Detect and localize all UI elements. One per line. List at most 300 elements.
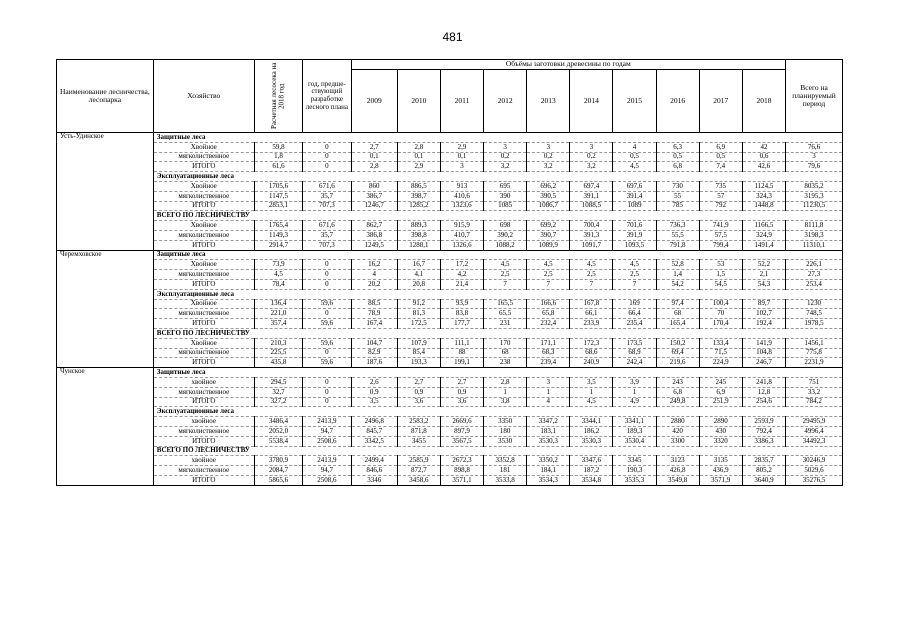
farm-type-cell: хвойное — [153, 417, 254, 427]
value-cell: 239,4 — [527, 358, 570, 368]
value-cell: 3,5 — [570, 377, 613, 387]
value-cell: 81,3 — [397, 309, 440, 319]
value-cell: 3195,3 — [786, 191, 843, 201]
value-cell: 73,9 — [254, 260, 302, 270]
value-cell: 0,2 — [527, 152, 570, 162]
value-cell: 707,3 — [303, 201, 351, 211]
value-cell: 846,6 — [351, 466, 397, 476]
value-cell: 2,8 — [351, 162, 397, 172]
value-cell: 1 — [570, 387, 613, 397]
value-cell: 327,2 — [254, 397, 302, 407]
value-cell: 3,2 — [527, 162, 570, 172]
value-cell: 3,2 — [484, 162, 527, 172]
value-cell: 4996,4 — [786, 426, 843, 436]
table-row — [57, 319, 843, 329]
value-cell: 1091,7 — [570, 240, 613, 250]
value-cell: 701,6 — [613, 221, 656, 231]
value-cell: 59,6 — [303, 338, 351, 348]
value-cell: 4,5 — [613, 260, 656, 270]
value-cell: 102,7 — [742, 309, 785, 319]
value-cell: 224,9 — [699, 358, 742, 368]
value-cell: 166,6 — [527, 299, 570, 309]
value-cell: 0 — [303, 270, 351, 280]
value-cell: 3640,9 — [742, 475, 785, 485]
value-cell: 7,4 — [699, 162, 742, 172]
value-cell: 4,5 — [613, 162, 656, 172]
value-cell: 436,9 — [699, 466, 742, 476]
value-cell: 4,5 — [527, 260, 570, 270]
value-cell: 245 — [699, 377, 742, 387]
value-cell: 390 — [484, 191, 527, 201]
value-cell: 32,7 — [254, 387, 302, 397]
value-cell: 52,2 — [742, 260, 785, 270]
value-cell: 410,6 — [440, 191, 483, 201]
table-row — [57, 299, 843, 309]
value-cell: 0 — [303, 162, 351, 172]
value-cell: 3534,3 — [527, 475, 570, 485]
value-cell: 88 — [440, 348, 483, 358]
value-cell: 1978,5 — [786, 319, 843, 329]
category-row — [57, 289, 843, 299]
value-cell: 695 — [484, 181, 527, 191]
value-cell: 2,7 — [440, 377, 483, 387]
header-year: 2014 — [570, 70, 613, 133]
value-cell: 398,7 — [397, 191, 440, 201]
value-cell: 792,4 — [742, 426, 785, 436]
value-cell: 172,5 — [397, 319, 440, 329]
farm-type-cell: ИТОГО — [153, 358, 254, 368]
category-row — [57, 250, 843, 260]
farm-type-cell: ИТОГО — [153, 436, 254, 446]
forestry-name: Чунское — [57, 368, 154, 486]
value-cell: 1288,1 — [397, 240, 440, 250]
value-cell: 735 — [699, 181, 742, 191]
value-cell: 6,8 — [656, 162, 699, 172]
value-cell: 699,2 — [527, 221, 570, 231]
category-title: Эксплуатационные леса — [153, 289, 842, 299]
table-row — [57, 456, 843, 466]
header-year: 2010 — [397, 70, 440, 133]
value-cell: 20,8 — [397, 279, 440, 289]
value-cell: 11230,5 — [786, 201, 843, 211]
value-cell: 57 — [699, 191, 742, 201]
value-cell: 6,3 — [656, 142, 699, 152]
value-cell: 3,2 — [570, 162, 613, 172]
value-cell: 0 — [303, 260, 351, 270]
value-cell: 4 — [351, 270, 397, 280]
table-row — [57, 162, 843, 172]
table-row — [57, 436, 843, 446]
table-row — [57, 309, 843, 319]
value-cell: 7 — [613, 279, 656, 289]
table-row — [57, 181, 843, 191]
category-title: ВСЕГО ПО ЛЕСНИЧЕСТВУ — [153, 211, 842, 221]
value-cell: 42 — [742, 142, 785, 152]
value-cell: 3530,4 — [613, 436, 656, 446]
value-cell: 671,6 — [303, 221, 351, 231]
value-cell: 170 — [484, 338, 527, 348]
value-cell: 4,5 — [570, 260, 613, 270]
header-lesoseka: Расчетная лесосека на 2018 год — [254, 60, 302, 133]
value-cell: 65,8 — [527, 309, 570, 319]
value-cell: 697,6 — [613, 181, 656, 191]
value-cell: 792 — [699, 201, 742, 211]
value-cell: 3347,6 — [570, 456, 613, 466]
value-cell: 707,3 — [303, 240, 351, 250]
value-cell: 751 — [786, 377, 843, 387]
value-cell: 2,8 — [397, 142, 440, 152]
header-farm: Хозяйство — [153, 60, 254, 133]
value-cell: 7 — [570, 279, 613, 289]
farm-type-cell: Хвойное — [153, 181, 254, 191]
value-cell: 871,8 — [397, 426, 440, 436]
value-cell: 3342,5 — [351, 436, 397, 446]
value-cell: 435,8 — [254, 358, 302, 368]
farm-type-cell: мягколиственное — [153, 426, 254, 436]
value-cell: 2835,7 — [742, 456, 785, 466]
value-cell: 251,9 — [699, 397, 742, 407]
value-cell: 70 — [699, 309, 742, 319]
value-cell: 2,5 — [570, 270, 613, 280]
value-cell: 1166,5 — [742, 221, 785, 231]
value-cell: 1246,7 — [351, 201, 397, 211]
value-cell: 2,9 — [397, 162, 440, 172]
farm-type-cell: мягколиственное — [153, 230, 254, 240]
value-cell: 16,7 — [397, 260, 440, 270]
value-cell: 2,1 — [742, 270, 785, 280]
value-cell: 2,5 — [484, 270, 527, 280]
value-cell: 2,5 — [613, 270, 656, 280]
value-cell: 111,1 — [440, 338, 483, 348]
value-cell: 3571,9 — [699, 475, 742, 485]
value-cell: 242,4 — [613, 358, 656, 368]
value-cell: 68 — [656, 309, 699, 319]
value-cell: 0 — [303, 397, 351, 407]
value-cell: 165,4 — [656, 319, 699, 329]
value-cell: 3 — [527, 142, 570, 152]
value-cell: 748,5 — [786, 309, 843, 319]
table-row — [57, 221, 843, 231]
value-cell: 169 — [613, 299, 656, 309]
value-cell: 8111,8 — [786, 221, 843, 231]
value-cell: 2,8 — [484, 377, 527, 387]
header-year: 2015 — [613, 70, 656, 133]
value-cell: 2593,9 — [742, 417, 785, 427]
value-cell: 2,7 — [397, 377, 440, 387]
value-cell: 3123 — [656, 456, 699, 466]
value-cell: 79,6 — [786, 162, 843, 172]
value-cell: 83,8 — [440, 309, 483, 319]
value-cell: 4,5 — [570, 397, 613, 407]
value-cell: 700,4 — [570, 221, 613, 231]
value-cell: 54,2 — [656, 279, 699, 289]
value-cell: 187,6 — [351, 358, 397, 368]
value-cell: 391,4 — [613, 191, 656, 201]
value-cell: 85,4 — [397, 348, 440, 358]
header-prev-year: год, предше-ствующий разработке лесного плана — [303, 60, 351, 133]
table-row — [57, 240, 843, 250]
value-cell: 232,4 — [527, 319, 570, 329]
value-cell: 3534,8 — [570, 475, 613, 485]
value-cell: 1456,1 — [786, 338, 843, 348]
value-cell: 430 — [699, 426, 742, 436]
value-cell: 915,9 — [440, 221, 483, 231]
value-cell: 231 — [484, 319, 527, 329]
farm-type-cell: ИТОГО — [153, 319, 254, 329]
header-year: 2009 — [351, 70, 397, 133]
table-row — [57, 475, 843, 485]
value-cell: 3347,2 — [527, 417, 570, 427]
value-cell: 54,5 — [699, 279, 742, 289]
value-cell: 30246,9 — [786, 456, 843, 466]
value-cell: 93,9 — [440, 299, 483, 309]
table-row — [57, 230, 843, 240]
value-cell: 0 — [303, 309, 351, 319]
table-row — [57, 397, 843, 407]
value-cell: 0,1 — [351, 152, 397, 162]
value-cell: 0 — [303, 279, 351, 289]
value-cell: 68,9 — [613, 348, 656, 358]
value-cell: 219,6 — [656, 358, 699, 368]
value-cell: 3,6 — [440, 397, 483, 407]
value-cell: 27,3 — [786, 270, 843, 280]
value-cell: 167,4 — [351, 319, 397, 329]
value-cell: 2,7 — [351, 142, 397, 152]
value-cell: 78,9 — [351, 309, 397, 319]
value-cell: 3549,8 — [656, 475, 699, 485]
category-row — [57, 446, 843, 456]
header-year: 2016 — [656, 70, 699, 133]
value-cell: 898,8 — [440, 466, 483, 476]
value-cell: 3135 — [699, 456, 742, 466]
value-cell: 2508,6 — [303, 475, 351, 485]
value-cell: 91,2 — [397, 299, 440, 309]
value-cell: 3 — [570, 142, 613, 152]
value-cell: 0,5 — [699, 152, 742, 162]
forestry-name: Черемховское — [57, 250, 154, 368]
value-cell: 1285,2 — [397, 201, 440, 211]
header-year: 2017 — [699, 70, 742, 133]
value-cell: 0,9 — [440, 387, 483, 397]
value-cell: 6,9 — [699, 142, 742, 152]
value-cell: 254,6 — [742, 397, 785, 407]
value-cell: 167,8 — [570, 299, 613, 309]
value-cell: 324,9 — [742, 230, 785, 240]
value-cell: 426,8 — [656, 466, 699, 476]
header-total: Всего на планируемый период — [786, 60, 843, 133]
value-cell: 390,2 — [484, 230, 527, 240]
value-cell: 785 — [656, 201, 699, 211]
value-cell: 3530,3 — [570, 436, 613, 446]
farm-type-cell: ИТОГО — [153, 162, 254, 172]
value-cell: 233,9 — [570, 319, 613, 329]
value-cell: 3486,4 — [254, 417, 302, 427]
value-cell: 391,9 — [613, 230, 656, 240]
table-row — [57, 466, 843, 476]
value-cell: 53 — [699, 260, 742, 270]
value-cell: 189,3 — [613, 426, 656, 436]
value-cell: 1085 — [484, 201, 527, 211]
value-cell: 2084,7 — [254, 466, 302, 476]
value-cell: 390,5 — [527, 191, 570, 201]
value-cell: 0,2 — [484, 152, 527, 162]
value-cell: 410,7 — [440, 230, 483, 240]
farm-type-cell: ИТОГО — [153, 279, 254, 289]
table-row — [57, 417, 843, 427]
value-cell: 104,8 — [742, 348, 785, 358]
value-cell: 0,9 — [397, 387, 440, 397]
value-cell: 2585,9 — [397, 456, 440, 466]
value-cell: 805,2 — [742, 466, 785, 476]
value-cell: 55,5 — [656, 230, 699, 240]
value-cell: 33,2 — [786, 387, 843, 397]
value-cell: 221,0 — [254, 309, 302, 319]
value-cell: 2669,6 — [440, 417, 483, 427]
value-cell: 16,2 — [351, 260, 397, 270]
value-cell: 799,4 — [699, 240, 742, 250]
value-cell: 59,8 — [254, 142, 302, 152]
value-cell: 741,9 — [699, 221, 742, 231]
value-cell: 3,5 — [351, 397, 397, 407]
value-cell: 4,9 — [613, 397, 656, 407]
value-cell: 246,7 — [742, 358, 785, 368]
value-cell: 696,2 — [527, 181, 570, 191]
value-cell: 238 — [484, 358, 527, 368]
value-cell: 0 — [303, 142, 351, 152]
page-number: 481 — [442, 30, 463, 44]
value-cell: 12,8 — [742, 387, 785, 397]
table-row — [57, 201, 843, 211]
value-cell: 55 — [656, 191, 699, 201]
farm-type-cell: Хвойное — [153, 221, 254, 231]
value-cell: 1089 — [613, 201, 656, 211]
value-cell: 4,2 — [440, 270, 483, 280]
value-cell: 68 — [484, 348, 527, 358]
value-cell: 199,1 — [440, 358, 483, 368]
value-cell: 35,7 — [303, 230, 351, 240]
category-row — [57, 133, 843, 143]
value-cell: 210,3 — [254, 338, 302, 348]
value-cell: 324,3 — [742, 191, 785, 201]
value-cell: 386,8 — [351, 230, 397, 240]
table-row — [57, 279, 843, 289]
value-cell: 5865,6 — [254, 475, 302, 485]
value-cell: 2499,4 — [351, 456, 397, 466]
value-cell: 0,1 — [440, 152, 483, 162]
value-cell: 3320 — [699, 436, 742, 446]
value-cell: 193,3 — [397, 358, 440, 368]
value-cell: 59,6 — [303, 358, 351, 368]
value-cell: 240,9 — [570, 358, 613, 368]
value-cell: 1,4 — [656, 270, 699, 280]
value-cell: 68,3 — [527, 348, 570, 358]
table-row — [57, 152, 843, 162]
value-cell: 2,5 — [527, 270, 570, 280]
value-cell: 1326,6 — [440, 240, 483, 250]
value-cell: 1086,7 — [527, 201, 570, 211]
value-cell: 2890 — [699, 417, 742, 427]
value-cell: 0,9 — [351, 387, 397, 397]
value-cell: 0,6 — [742, 152, 785, 162]
value-cell: 391,1 — [570, 191, 613, 201]
category-title: Эксплуатационные леса — [153, 407, 842, 417]
value-cell: 2496,8 — [351, 417, 397, 427]
value-cell: 886,5 — [397, 181, 440, 191]
value-cell: 183,1 — [527, 426, 570, 436]
table-row — [57, 348, 843, 358]
value-cell: 3 — [527, 377, 570, 387]
value-cell: 0,5 — [613, 152, 656, 162]
value-cell: 3,9 — [613, 377, 656, 387]
value-cell: 7 — [527, 279, 570, 289]
header-year: 2011 — [440, 70, 483, 133]
value-cell: 3346 — [351, 475, 397, 485]
value-cell: 42,6 — [742, 162, 785, 172]
value-cell: 141,9 — [742, 338, 785, 348]
value-cell: 3 — [484, 142, 527, 152]
value-cell: 71,5 — [699, 348, 742, 358]
value-cell: 89,7 — [742, 299, 785, 309]
value-cell: 862,7 — [351, 221, 397, 231]
value-cell: 1448,8 — [742, 201, 785, 211]
value-cell: 3780,9 — [254, 456, 302, 466]
value-cell: 94,7 — [303, 466, 351, 476]
value-cell: 889,3 — [397, 221, 440, 231]
table-row — [57, 191, 843, 201]
value-cell: 173,5 — [613, 338, 656, 348]
value-cell: 1147,5 — [254, 191, 302, 201]
farm-type-cell: мягколиственное — [153, 348, 254, 358]
value-cell: 69,4 — [656, 348, 699, 358]
value-cell: 1149,3 — [254, 230, 302, 240]
value-cell: 21,4 — [440, 279, 483, 289]
value-cell: 860 — [351, 181, 397, 191]
category-row — [57, 211, 843, 221]
value-cell: 35276,5 — [786, 475, 843, 485]
value-cell: 88,5 — [351, 299, 397, 309]
value-cell: 697,4 — [570, 181, 613, 191]
forestry-name: Усть-Удинское — [57, 133, 154, 251]
value-cell: 398,8 — [397, 230, 440, 240]
value-cell: 4,1 — [397, 270, 440, 280]
value-cell: 2,6 — [351, 377, 397, 387]
value-cell: 3350 — [484, 417, 527, 427]
value-cell: 253,4 — [786, 279, 843, 289]
value-cell: 2413,9 — [303, 456, 351, 466]
value-cell: 3352,8 — [484, 456, 527, 466]
value-cell: 2052,0 — [254, 426, 302, 436]
category-title: ВСЕГО ПО ЛЕСНИЧЕСТВУ — [153, 328, 842, 338]
value-cell: 5538,4 — [254, 436, 302, 446]
farm-type-cell: Хвойное — [153, 299, 254, 309]
farm-type-cell: хвойное — [153, 456, 254, 466]
value-cell: 730 — [656, 181, 699, 191]
value-cell: 100,4 — [699, 299, 742, 309]
farm-type-cell: Хвойное — [153, 338, 254, 348]
farm-type-cell: мягколиственное — [153, 309, 254, 319]
farm-type-cell: ИТОГО — [153, 240, 254, 250]
value-cell: 0 — [303, 152, 351, 162]
value-cell: 1323,6 — [440, 201, 483, 211]
value-cell: 1765,4 — [254, 221, 302, 231]
value-cell: 4 — [613, 142, 656, 152]
value-cell: 1093,5 — [613, 240, 656, 250]
value-cell: 845,7 — [351, 426, 397, 436]
value-cell: 420 — [656, 426, 699, 436]
value-cell: 698 — [484, 221, 527, 231]
value-cell: 791,8 — [656, 240, 699, 250]
harvest-volume-table — [56, 59, 843, 486]
